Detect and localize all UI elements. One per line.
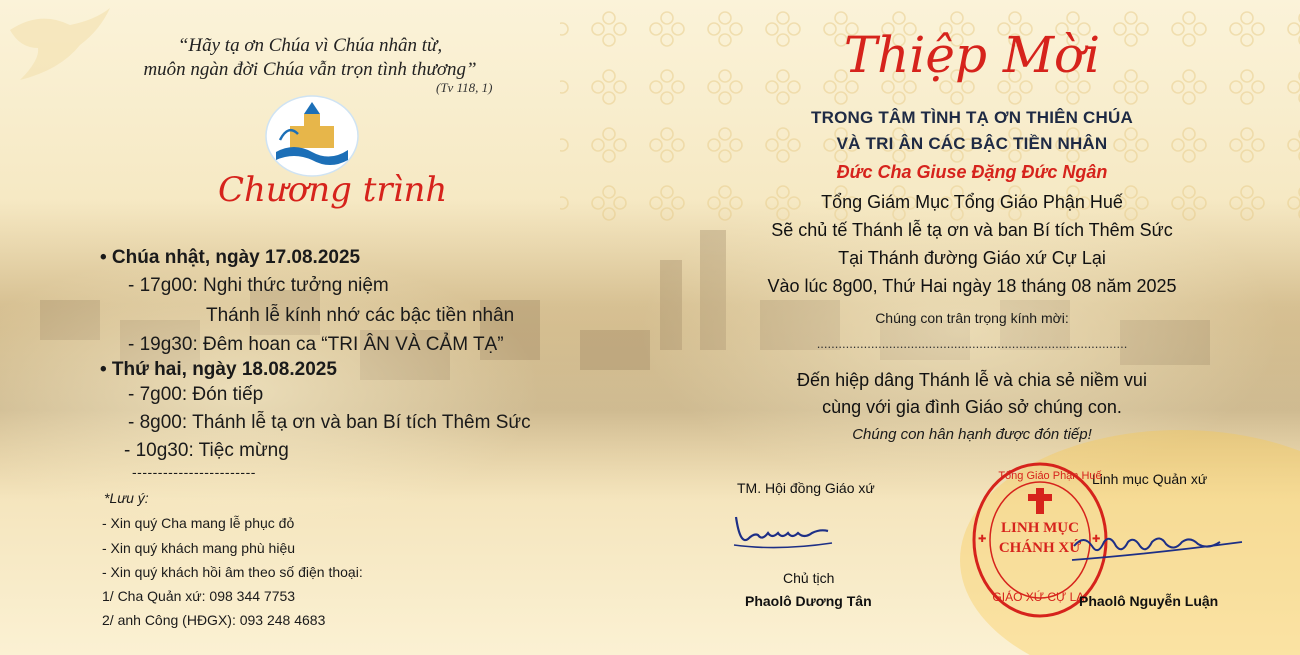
note-item: - Xin quý khách hồi âm theo số điện thoại: [102, 564, 363, 580]
note-title: *Lưu ý: [104, 490, 149, 506]
join-line-2: cùng với gia đình Giáo sở chúng con. [822, 397, 1122, 417]
quote-line-2: muôn ngàn đời Chúa vẫn trọn tình thương” [143, 59, 477, 80]
council-role: Chủ tịch [783, 570, 835, 586]
quote-reference: (Tv 118, 1) [436, 80, 493, 95]
svg-text:✚: ✚ [1092, 534, 1101, 545]
parish-logo [264, 94, 360, 178]
separator-line: ------------------------ [132, 464, 256, 480]
program-item: Thánh lễ kính nhớ các bậc tiền nhân [206, 305, 515, 326]
invitation-title: Thiệp Mời [843, 26, 1101, 84]
priest-signature [1070, 520, 1250, 570]
phone-item: 2/ anh Công (HĐGX): 093 248 4683 [102, 612, 326, 628]
program-item: - 7g00: Đón tiếp [128, 384, 264, 405]
invite-line: Chúng con trân trọng kính mời: [875, 310, 1069, 326]
quote-line-1: “Hãy tạ ơn Chúa vì Chúa nhân từ, [177, 35, 443, 56]
place-line: Tại Thánh đường Giáo xứ Cự Lại [838, 248, 1106, 268]
priest-label: Linh mục Quản xứ [1092, 471, 1208, 487]
svg-text:✚: ✚ [978, 534, 987, 545]
celebration-line: Sẽ chủ tế Thánh lễ tạ ơn và ban Bí tích Thêm Sức [771, 220, 1173, 240]
council-label: TM. Hội đồng Giáo xứ [737, 480, 875, 496]
day2-heading: • Thứ hai, ngày 18.08.2025 [100, 359, 337, 380]
day1-heading: • Chúa nhật, ngày 17.08.2025 [100, 247, 361, 268]
priest-name: Phaolô Nguyễn Luận [1079, 593, 1219, 609]
note-item: - Xin quý Cha mang lễ phục đỏ [102, 515, 295, 531]
join-line-1: Đến hiệp dâng Thánh lễ và chia sẻ niềm vui [797, 370, 1147, 390]
time-line: Vào lúc 8g00, Thứ Hai ngày 18 tháng 08 năm 2025 [767, 276, 1177, 296]
program-item: - 17g00: Nghi thức tưởng niệm [128, 275, 389, 296]
seal-bottom-text: GIÁO XỨ CỰ LẠI [992, 590, 1088, 604]
program-item: - 19g30: Đêm hoan ca “TRI ÂN VÀ CẢM TẠ” [128, 334, 504, 355]
bishop-role: Tổng Giám Mục Tổng Giáo Phận Huế [821, 192, 1123, 212]
intro-line-2: VÀ TRI ÂN CÁC BẬC TIỀN NHÂN [836, 134, 1108, 153]
phone-item: 1/ Cha Quản xứ: 098 344 7753 [102, 588, 296, 604]
program-item: - 10g30: Tiệc mừng [124, 440, 289, 461]
dove-decoration [0, 0, 120, 120]
program-title: Chương trình [218, 170, 448, 210]
bishop-name: Đức Cha Giuse Đặng Đức Ngân [836, 162, 1108, 182]
seal-text-2: CHÁNH XỨ [998, 540, 1082, 556]
program-item: - 8g00: Thánh lễ tạ ơn và ban Bí tích Thêm Sức [128, 412, 531, 433]
note-item: - Xin quý khách mang phù hiệu [102, 540, 296, 556]
council-signature [728, 505, 838, 555]
seal-text-1: LINH MỤC [1001, 520, 1079, 536]
seal-top-text: Tổng Giáo Phận Huế [998, 470, 1102, 482]
intro-line-1: TRONG TÂM TÌNH TẠ ƠN THIÊN CHÚA [811, 108, 1133, 127]
welcome-line: Chúng con hân hạnh được đón tiếp! [852, 426, 1092, 443]
council-name: Phaolô Dương Tân [745, 593, 872, 609]
guest-name-field: ...................................................................................... [816, 336, 1128, 351]
